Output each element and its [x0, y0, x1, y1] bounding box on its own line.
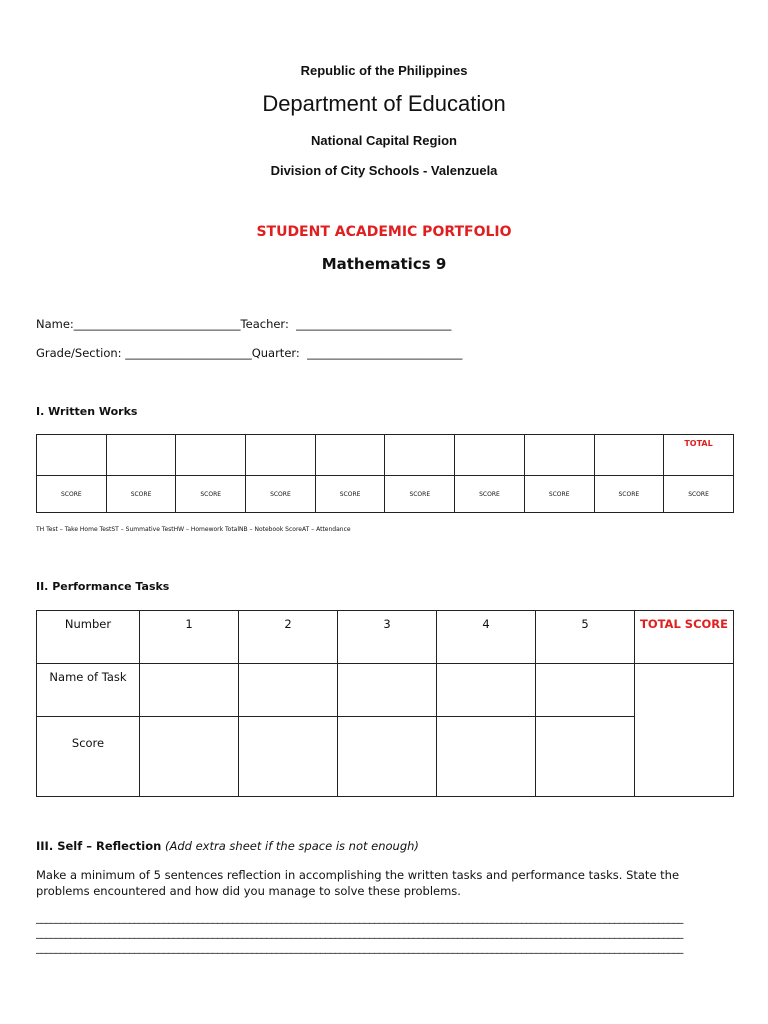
pt-name-cell[interactable] — [536, 664, 635, 717]
region-heading: National Capital Region — [311, 133, 457, 148]
ww-total-label: TOTAL — [664, 435, 734, 476]
pt-name-row — [37, 664, 734, 717]
reflection-line-3[interactable]: ____________________________________________________________________________________________________________________________________ — [36, 941, 683, 954]
pt-score-cell[interactable] — [140, 717, 239, 797]
pt-number-3: 3 — [338, 611, 437, 664]
pt-name-cell[interactable] — [140, 664, 239, 717]
written-works-heading: I. Written Works — [36, 405, 138, 418]
pt-name-cell[interactable] — [437, 664, 536, 717]
written-works-table — [36, 434, 734, 513]
pt-name-label: Name of Task — [37, 664, 140, 717]
ww-score-label: SCORE — [106, 476, 176, 513]
ww-entry-cell[interactable] — [246, 435, 316, 476]
pt-number-4: 4 — [437, 611, 536, 664]
name-teacher-line[interactable]: Name:_____________________________Teacher: ___________________________ — [36, 317, 452, 331]
reflection-line-1[interactable]: ____________________________________________________________________________________________________________________________________ — [36, 911, 683, 924]
ww-entry-cell[interactable] — [455, 435, 525, 476]
written-works-legend: TH Test – Take Home TestST – Summative TestHW – Homework TotalNB – Notebook ScoreAT – Attendance — [36, 526, 351, 533]
grade-quarter-line[interactable]: Grade/Section: ______________________Quarter: ___________________________ — [36, 346, 463, 360]
ww-entry-row — [37, 435, 734, 476]
ww-entry-cell[interactable] — [524, 435, 594, 476]
pt-name-cell[interactable] — [239, 664, 338, 717]
pt-score-cell[interactable] — [338, 717, 437, 797]
ww-score-label: SCORE — [315, 476, 385, 513]
ww-score-label: SCORE — [455, 476, 525, 513]
reflection-heading-bold: III. Self – Reflection — [36, 839, 162, 853]
pt-score-label: Score — [37, 717, 140, 797]
pt-score-cell[interactable] — [536, 717, 635, 797]
pt-number-row — [37, 611, 734, 664]
reflection-heading-italic: (Add extra sheet if the space is not enough) — [164, 839, 419, 853]
ww-score-label: SCORE — [594, 476, 664, 513]
ww-entry-cell[interactable] — [594, 435, 664, 476]
pt-name-cell[interactable] — [338, 664, 437, 717]
performance-tasks-heading: II. Performance Tasks — [36, 580, 170, 593]
ww-entry-cell[interactable] — [385, 435, 455, 476]
pt-number-label: Number — [37, 611, 140, 664]
department-heading: Department of Education — [262, 91, 506, 116]
pt-number-5: 5 — [536, 611, 635, 664]
pt-score-cell[interactable] — [239, 717, 338, 797]
ww-score-label: SCORE — [664, 476, 734, 513]
reflection-instructions: Make a minimum of 5 sentences reflection in accomplishing the written tasks and performance tasks. State the problems encountered and how did you manage to solve these problems. — [36, 868, 680, 898]
pt-total-score-cell[interactable] — [635, 664, 734, 797]
ww-score-label: SCORE — [524, 476, 594, 513]
portfolio-title: STUDENT ACADEMIC PORTFOLIO — [256, 224, 512, 240]
pt-number-1: 1 — [140, 611, 239, 664]
pt-number-2: 2 — [239, 611, 338, 664]
reflection-line-2[interactable]: ____________________________________________________________________________________________________________________________________ — [36, 926, 683, 939]
republic-heading: Republic of the Philippines — [300, 63, 468, 78]
pt-total-score-label: TOTAL SCORE — [635, 611, 734, 664]
ww-score-row — [37, 476, 734, 513]
ww-entry-cell[interactable] — [315, 435, 385, 476]
ww-score-label: SCORE — [176, 476, 246, 513]
performance-tasks-table — [36, 610, 734, 797]
ww-score-label: SCORE — [385, 476, 455, 513]
reflection-heading — [36, 839, 419, 853]
subject-title: Mathematics 9 — [321, 255, 447, 273]
ww-entry-cell[interactable] — [37, 435, 107, 476]
ww-score-label: SCORE — [37, 476, 107, 513]
pt-score-row — [37, 717, 734, 797]
division-heading: Division of City Schools - Valenzuela — [270, 163, 498, 178]
ww-entry-cell[interactable] — [106, 435, 176, 476]
pt-score-cell[interactable] — [437, 717, 536, 797]
ww-score-label: SCORE — [246, 476, 316, 513]
ww-entry-cell[interactable] — [176, 435, 246, 476]
